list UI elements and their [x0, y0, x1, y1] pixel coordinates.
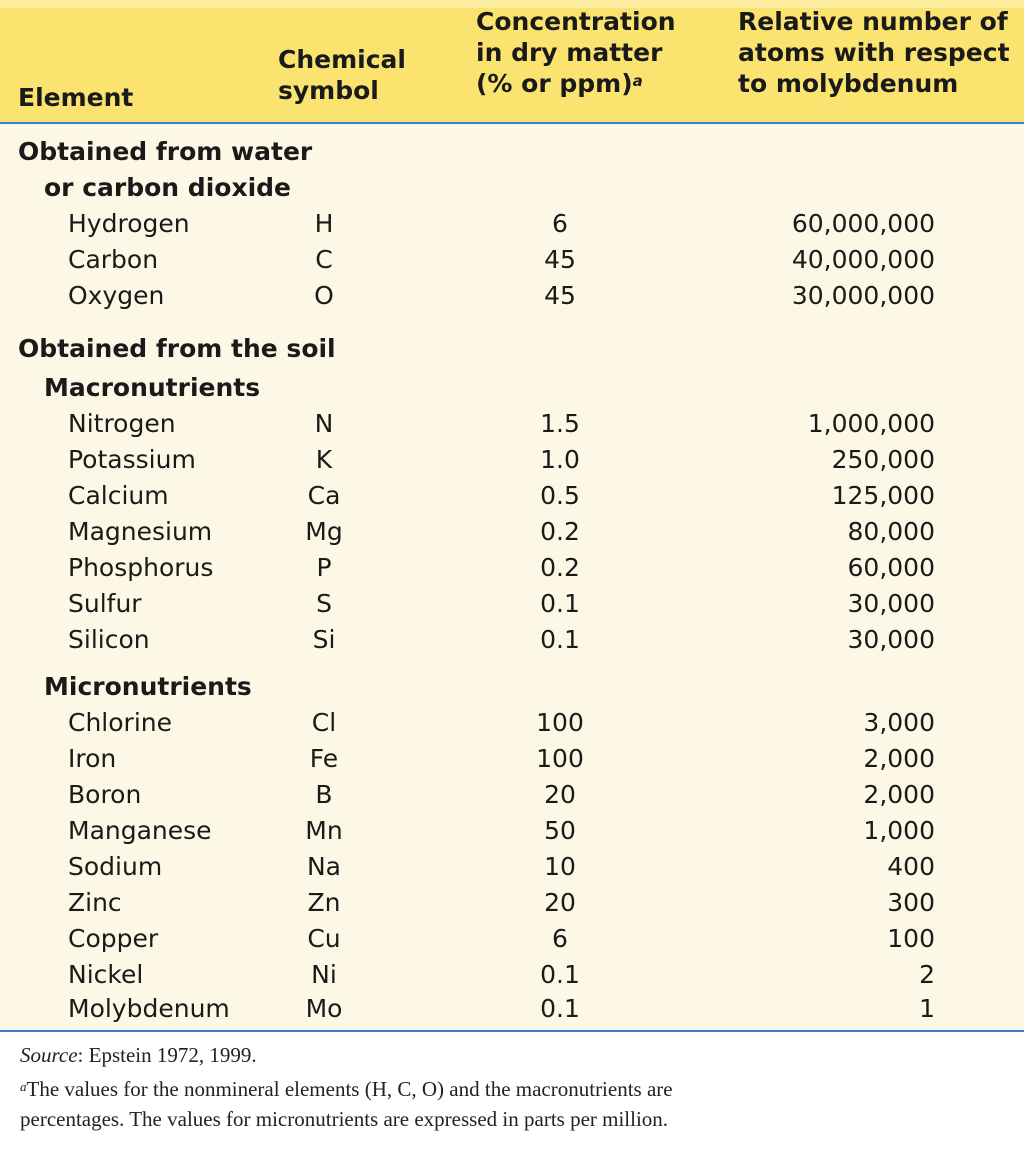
- cell-element: Calcium: [68, 481, 169, 510]
- cell-element: Phosphorus: [68, 553, 214, 582]
- cell-relative: 250,000: [831, 445, 935, 474]
- header-symbol-line-2: symbol: [278, 76, 379, 105]
- cell-symbol: S: [316, 589, 332, 618]
- cell-relative: 1,000,000: [807, 409, 935, 438]
- table-row: [0, 478, 1024, 514]
- table-bottom-rule: [0, 1030, 1024, 1032]
- cell-relative: 100: [887, 924, 935, 953]
- table-row: [0, 741, 1024, 777]
- table-row: [0, 622, 1024, 658]
- cell-concentration: 20: [544, 888, 576, 917]
- table-row: [0, 957, 1024, 993]
- header-relative: [738, 6, 1010, 99]
- group-title-water-co2-line-1: Obtained from water: [18, 137, 313, 166]
- table-row: [0, 206, 1024, 242]
- cell-concentration: 1.5: [540, 409, 580, 438]
- cell-element: Silicon: [68, 625, 150, 654]
- cell-concentration: 0.1: [540, 625, 580, 654]
- cell-concentration: 10: [544, 852, 576, 881]
- cell-element: Sodium: [68, 852, 163, 881]
- cell-relative: 30,000: [847, 625, 935, 654]
- header-concentration-line-3: (% or ppm): [476, 69, 633, 98]
- cell-concentration: 45: [544, 281, 576, 310]
- table-row: [0, 514, 1024, 550]
- cell-element: Nitrogen: [68, 409, 176, 438]
- cell-relative: 2,000: [863, 780, 935, 809]
- table-header: [0, 8, 1024, 124]
- cell-symbol: N: [314, 409, 334, 438]
- cell-symbol: Na: [306, 852, 342, 881]
- footnote-marker: a: [20, 1079, 27, 1094]
- table-row: [0, 813, 1024, 849]
- header-relative-line-1: Relative number of: [738, 7, 1008, 36]
- cell-concentration: 0.1: [540, 960, 580, 989]
- header-footnote-marker: a: [632, 72, 643, 90]
- cell-symbol: P: [316, 553, 332, 582]
- cell-concentration: 45: [544, 245, 576, 274]
- cell-element: Sulfur: [68, 589, 142, 618]
- group-title-water-co2-line-2: or carbon dioxide: [44, 173, 291, 202]
- cell-concentration: 50: [544, 816, 576, 845]
- cell-relative: 300: [887, 888, 935, 917]
- source-text: : Epstein 1972, 1999.: [77, 1043, 257, 1067]
- table-row: [0, 242, 1024, 278]
- cell-element: Iron: [68, 744, 117, 773]
- table-footer: [20, 1040, 1010, 1134]
- cell-element: Chlorine: [68, 708, 172, 737]
- table-row: [0, 705, 1024, 741]
- cell-symbol: Cu: [307, 924, 341, 953]
- cell-relative: 80,000: [847, 517, 935, 546]
- cell-relative: 400: [887, 852, 935, 881]
- cell-concentration: 100: [536, 708, 584, 737]
- cell-element: Molybdenum: [68, 994, 230, 1023]
- cell-symbol: Ca: [307, 481, 341, 510]
- source-note: [20, 1040, 1010, 1070]
- cell-element: Boron: [68, 780, 142, 809]
- header-concentration-line-2: in dry matter: [476, 38, 663, 67]
- cell-relative: 2: [919, 960, 935, 989]
- cell-symbol: Mg: [305, 517, 343, 546]
- table-row: [0, 278, 1024, 314]
- cell-relative: 125,000: [831, 481, 935, 510]
- cell-concentration: 0.5: [540, 481, 580, 510]
- cell-symbol: K: [315, 445, 333, 474]
- cell-symbol: Ni: [311, 960, 337, 989]
- cell-relative: 3,000: [863, 708, 935, 737]
- header-symbol-line-1: Chemical: [278, 45, 406, 74]
- table-row: [0, 991, 1024, 1027]
- cell-concentration: 1.0: [540, 445, 580, 474]
- cell-element: Hydrogen: [68, 209, 190, 238]
- cell-symbol: Fe: [309, 744, 339, 773]
- cell-element: Manganese: [68, 816, 212, 845]
- cell-relative: 60,000: [847, 553, 935, 582]
- table-row: [0, 406, 1024, 442]
- cell-element: Potassium: [68, 445, 196, 474]
- cell-element: Zinc: [68, 888, 122, 917]
- header-relative-line-2: atoms with respect: [738, 38, 1010, 67]
- cell-concentration: 0.1: [540, 994, 580, 1023]
- cell-symbol: O: [314, 281, 334, 310]
- cell-concentration: 0.2: [540, 517, 580, 546]
- cell-relative: 40,000,000: [791, 245, 935, 274]
- cell-symbol: Mo: [305, 994, 343, 1023]
- source-label: Source: [20, 1043, 78, 1067]
- cell-symbol: Mn: [305, 816, 343, 845]
- cell-symbol: Si: [312, 625, 336, 654]
- table-row: [0, 586, 1024, 622]
- cell-relative: 30,000,000: [791, 281, 935, 310]
- cell-element: Magnesium: [68, 517, 213, 546]
- cell-concentration: 100: [536, 744, 584, 773]
- header-concentration-line-1: Concentration: [476, 7, 676, 36]
- subgroup-title-micronutrients: Micronutrients: [44, 672, 252, 701]
- cell-relative: 1,000: [863, 816, 935, 845]
- cell-element: Copper: [68, 924, 159, 953]
- footnote-line-2: percentages. The values for micronutrients are expressed in parts per million.: [20, 1107, 669, 1131]
- table-row: [0, 921, 1024, 957]
- footnote-a: [20, 1074, 1010, 1104]
- header-symbol: [278, 44, 406, 106]
- cell-symbol: Cl: [311, 708, 337, 737]
- cell-element: Nickel: [68, 960, 144, 989]
- table-row: [0, 885, 1024, 921]
- cell-element: Carbon: [68, 245, 159, 274]
- header-concentration: [476, 6, 676, 99]
- footnote-a-cont: [20, 1104, 1010, 1134]
- header-concentration-line-3-wrap: [476, 68, 676, 99]
- cell-concentration: 0.1: [540, 589, 580, 618]
- cell-relative: 1: [919, 994, 935, 1023]
- cell-relative: 60,000,000: [791, 209, 935, 238]
- cell-symbol: C: [315, 245, 333, 274]
- cell-symbol: B: [315, 780, 333, 809]
- cell-symbol: H: [314, 209, 334, 238]
- cell-concentration: 20: [544, 780, 576, 809]
- subgroup-title-macronutrients: Macronutrients: [44, 373, 261, 402]
- cell-symbol: Zn: [307, 888, 341, 917]
- cell-relative: 2,000: [863, 744, 935, 773]
- header-relative-line-3: to molybdenum: [738, 69, 959, 98]
- table-row: [0, 442, 1024, 478]
- footnote-line-1: The values for the nonmineral elements (H, C, O) and the macronutrients are: [26, 1077, 673, 1101]
- cell-concentration: 6: [552, 209, 568, 238]
- group-title-soil: Obtained from the soil: [18, 334, 336, 363]
- header-element-label: Element: [18, 83, 134, 112]
- table-row: [0, 849, 1024, 885]
- cell-concentration: 0.2: [540, 553, 580, 582]
- cell-concentration: 6: [552, 924, 568, 953]
- cell-element: Oxygen: [68, 281, 165, 310]
- table-row: [0, 550, 1024, 586]
- cell-relative: 30,000: [847, 589, 935, 618]
- header-element: [18, 82, 133, 113]
- table-row: [0, 777, 1024, 813]
